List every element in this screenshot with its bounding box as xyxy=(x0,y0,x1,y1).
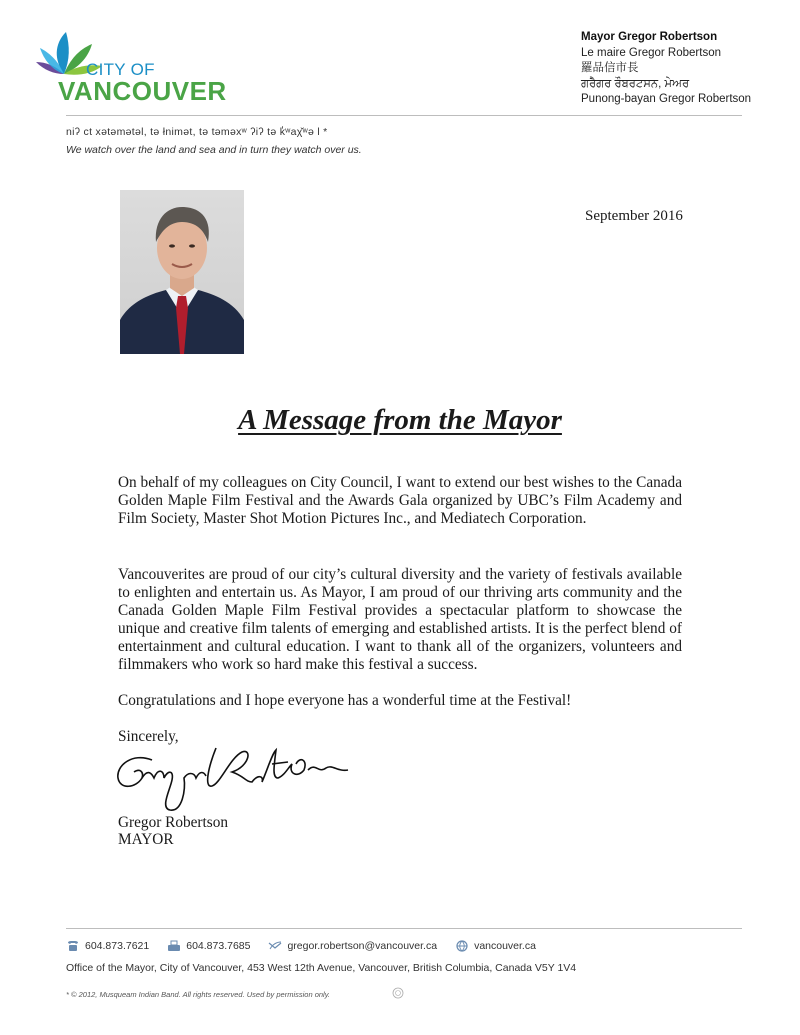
mayor-name-zh: 羅品信市長 xyxy=(581,62,639,74)
website-link[interactable]: vancouver.ca xyxy=(474,940,536,952)
letter-heading: A Message from the Mayor xyxy=(238,404,562,436)
fax-number[interactable]: 604.873.7685 xyxy=(186,940,251,952)
globe-icon xyxy=(455,940,469,952)
email-link[interactable]: gregor.robertson@vancouver.ca xyxy=(287,940,438,952)
signer-block xyxy=(118,814,228,848)
footer-divider xyxy=(66,928,742,929)
header-divider xyxy=(66,115,742,116)
signer-title: MAYOR xyxy=(118,831,174,848)
mayor-name-tl: Punong-bayan Gregor Robertson xyxy=(581,93,752,105)
logo-vancouver-text: VANCOUVER xyxy=(58,76,227,106)
closing-salutation: Sincerely, xyxy=(118,728,179,745)
mayor-name-en: Mayor Gregor Robertson xyxy=(581,31,718,43)
letter-date: September 2016 xyxy=(585,208,683,224)
phone-icon xyxy=(66,940,80,952)
contact-email xyxy=(268,940,437,952)
copyright-notice: * © 2012, Musqueam Indian Band. All rights reserved. Used by permission only. xyxy=(66,990,330,999)
mayor-name-pa: ਗਰੈਗਰ ਰੌਬਰਟਸਨ, ਮੇਅਰ xyxy=(581,77,690,90)
musqueam-text: niʔ ct xətəmətəl, tə łnimət, tə təməxʷ ʔiʔ tə k̓ʷaχ̌ʷə l * xyxy=(66,126,328,138)
email-icon xyxy=(268,940,282,952)
contact-website xyxy=(455,940,536,952)
paragraph-3: Congratulations and I hope everyone has a wonderful time at the Festival! xyxy=(118,692,572,709)
mayor-portrait xyxy=(120,190,244,354)
mayor-title-block xyxy=(581,30,751,108)
paragraph-2: Vancouverites are proud of our city’s cultural diversity and the variety of festivals available to enlighten and entertain us. As Mayor, I am proud of our thriving arts community and the Canada Golden Maple Film Festival provides a spectacular platform to showcase the unique and creative film talents of emerging and established artists. It is the perfect blend of entertainment and cultural education. I want to thank all of the organizers, volunteers and filmmakers who work so hard make this festival a success. xyxy=(118,566,682,673)
phone-number[interactable]: 604.873.7621 xyxy=(85,940,150,952)
contact-fax xyxy=(167,940,250,952)
city-logo xyxy=(36,30,236,110)
logo-city-of-text: CITY OF xyxy=(86,60,155,79)
signature-image xyxy=(112,738,352,818)
city-motto: We watch over the land and sea and in turn they watch over us. xyxy=(66,144,362,156)
seal-icon xyxy=(392,987,404,999)
contact-phone xyxy=(66,940,149,952)
office-address: Office of the Mayor, City of Vancouver, 453 West 12th Avenue, Vancouver, British Columbia, Canada V5Y 1V4 xyxy=(66,962,577,974)
mayor-name-fr: Le maire Gregor Robertson xyxy=(581,46,721,59)
signer-name: Gregor Robertson xyxy=(118,814,229,831)
paragraph-1: On behalf of my colleagues on City Council, I want to extend our best wishes to the Canada Golden Maple Film Festival and the Awards Gala organized by UBC’s Film Academy and Film Society, Master Shot Motion Pictures Inc., and Mediatech Corporation. xyxy=(118,474,682,527)
fax-icon xyxy=(167,940,181,952)
footer-contacts xyxy=(66,940,554,952)
